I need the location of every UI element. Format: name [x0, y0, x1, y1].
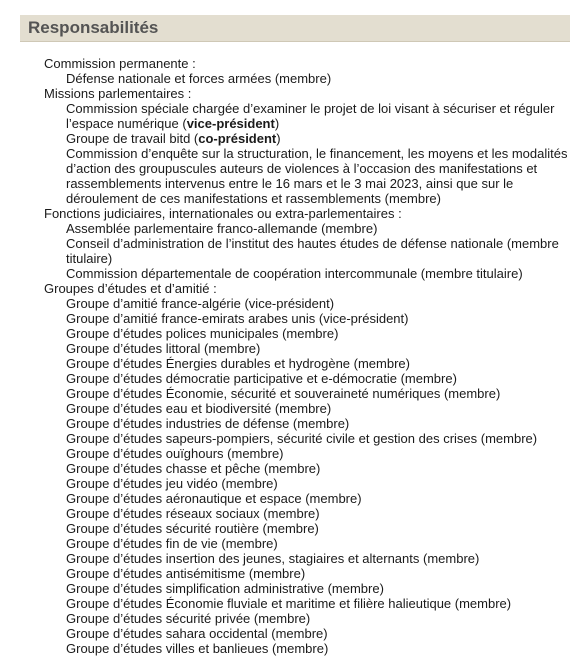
- item-text: Groupe d’études ouïghours (membre): [66, 446, 284, 461]
- item-text: Groupe d’études eau et biodiversité (membre): [66, 401, 332, 416]
- responsibility-item: [44, 236, 568, 266]
- responsibility-item: [44, 71, 568, 86]
- responsibility-item: [44, 326, 568, 341]
- item-text: Commission départementale de coopération intercommunale (membre titulaire): [66, 266, 523, 281]
- item-text: Groupe d’études sécurité privée (membre): [66, 611, 311, 626]
- item-text: Assemblée parlementaire franco-allemande (membre): [66, 221, 378, 236]
- responsibility-item: [44, 311, 568, 326]
- responsibility-item: [44, 611, 568, 626]
- responsibility-item: [44, 146, 568, 206]
- responsibility-item: [44, 551, 568, 566]
- responsibility-item: [44, 476, 568, 491]
- category-label: Missions parlementaires :: [44, 86, 192, 101]
- responsibility-item: [44, 461, 568, 476]
- responsibility-item: [44, 341, 568, 356]
- responsibility-item: [44, 581, 568, 596]
- item-text: Groupe d’études simplification administrative (membre): [66, 581, 384, 596]
- role-emphasis: co-président: [198, 131, 277, 146]
- item-text: Groupe d’études littoral (membre): [66, 341, 261, 356]
- responsibility-item: [44, 641, 568, 656]
- item-text: Groupe d’études sahara occidental (membre): [66, 626, 328, 641]
- item-text: Groupe d’études sapeurs-pompiers, sécurité civile et gestion des crises (membre): [66, 431, 538, 446]
- item-text: ): [274, 116, 280, 131]
- responsibility-item: [44, 386, 568, 401]
- section-header: [20, 15, 570, 42]
- item-text: ): [276, 131, 281, 146]
- item-text: Groupe d’études Économie fluviale et maritime et filière halieutique (membre): [66, 596, 512, 611]
- responsibility-item: [44, 491, 568, 506]
- responsibility-item: [44, 266, 568, 281]
- section-title: Responsabilités: [28, 18, 159, 37]
- responsibility-item: [44, 296, 568, 311]
- item-text: Groupe d’études industries de défense (membre): [66, 416, 350, 431]
- item-text: Commission d’enquête sur la structuration, le financement, les moyens et les modalités d’action des groupuscules auteurs de violences à l’occasion des manifestations et rassemblements intervenus entre le 16 mars et le 3 mai 2023, ainsi que sur le déroulement de ces manifestations et rassemblements (membre): [66, 146, 568, 206]
- item-text: Groupe d’études Économie, sécurité et souveraineté numériques (membre): [66, 386, 501, 401]
- responsibility-item: [44, 416, 568, 431]
- item-text: Groupe d’études sécurité routière (membre): [66, 521, 319, 536]
- item-text: Groupe d’études antisémitisme (membre): [66, 566, 306, 581]
- item-text: Groupe d’études jeu vidéo (membre): [66, 476, 278, 491]
- responsibility-item: [44, 506, 568, 521]
- responsibility-item: [44, 356, 568, 371]
- item-text: Défense nationale et forces armées (membre): [66, 71, 332, 86]
- responsibility-item: [44, 596, 568, 611]
- responsibility-item: [44, 431, 568, 446]
- responsibility-item: [44, 626, 568, 641]
- category-label: Commission permanente :: [44, 56, 196, 71]
- item-text: Groupe d’études Énergies durables et hydrogène (membre): [66, 356, 410, 371]
- item-text: Groupe d’études aéronautique et espace (membre): [66, 491, 362, 506]
- item-text: Groupe de travail bitd (: [66, 131, 199, 146]
- item-text: Conseil d’administration de l’institut des hautes études de défense nationale (membre titulaire): [66, 236, 559, 266]
- responsibility-item: [44, 566, 568, 581]
- category-label: Groupes d’études et d’amitié :: [44, 281, 217, 296]
- category-label: Fonctions judiciaires, internationales ou extra-parlementaires :: [44, 206, 402, 221]
- item-text: Commission spéciale chargée d’examiner le projet de loi visant à sécuriser et réguler l’espace numérique (: [66, 101, 555, 131]
- item-text: Groupe d’études chasse et pêche (membre): [66, 461, 321, 476]
- item-text: Groupe d’études villes et banlieues (membre): [66, 641, 329, 656]
- item-text: Groupe d’amitié france-emirats arabes unis (vice-président): [66, 311, 409, 326]
- responsibility-item: [44, 131, 568, 146]
- responsibility-item: [44, 221, 568, 236]
- responsibility-item: [44, 521, 568, 536]
- item-text: Groupe d’études réseaux sociaux (membre): [66, 506, 320, 521]
- responsibility-item: [44, 536, 568, 551]
- responsibility-item: [44, 446, 568, 461]
- item-text: Groupe d’études polices municipales (membre): [66, 326, 339, 341]
- responsibility-item: [44, 401, 568, 416]
- responsibility-item: [44, 101, 568, 131]
- item-text: Groupe d’études fin de vie (membre): [66, 536, 278, 551]
- item-text: Groupe d’amitié france-algérie (vice-président): [66, 296, 335, 311]
- item-text: Groupe d’études démocratie participative et e-démocratie (membre): [66, 371, 457, 386]
- item-text: Groupe d’études insertion des jeunes, stagiaires et alternants (membre): [66, 551, 480, 566]
- responsibilities-list: [44, 56, 568, 656]
- role-emphasis: vice-président: [186, 116, 275, 131]
- responsibility-item: [44, 371, 568, 386]
